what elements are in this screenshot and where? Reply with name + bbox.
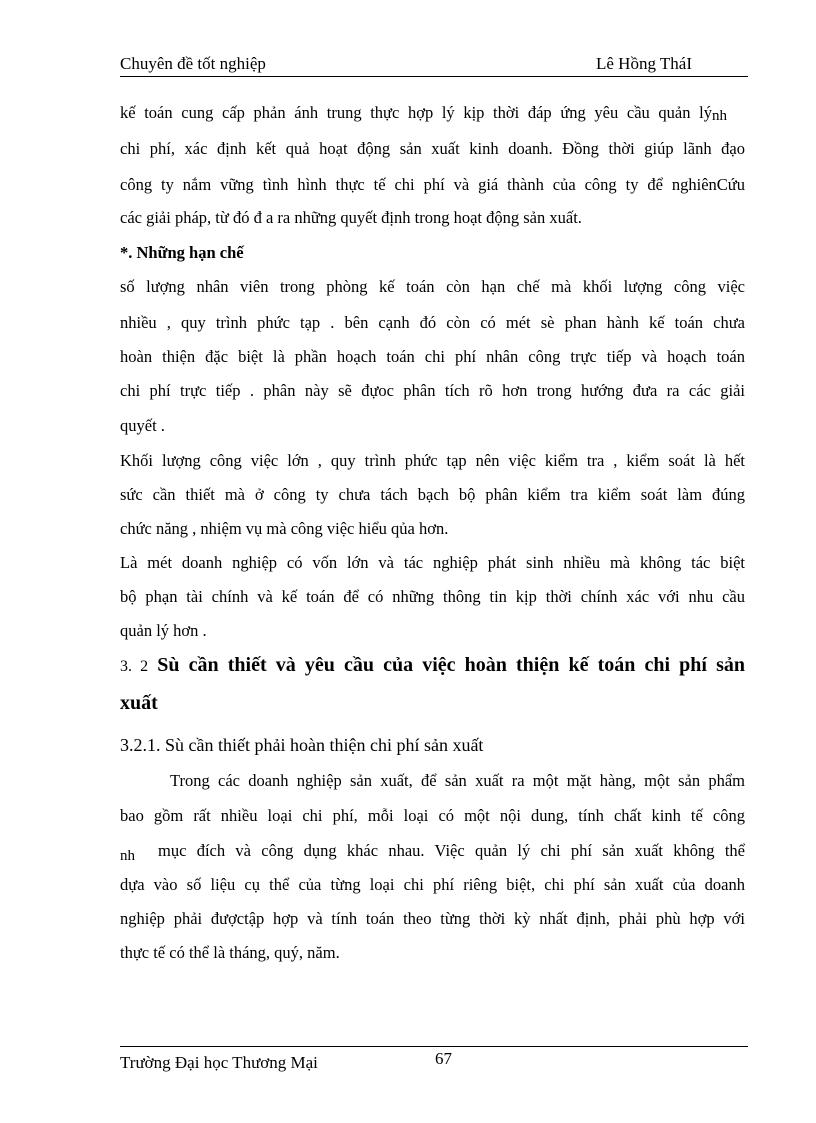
paragraph-line: nghiệp phải đượctập hợp và tính toán theo từng thời kỳ nhất định, phải phù hợp với (120, 909, 745, 928)
paragraph-line: Là mét doanh nghiệp có vốn lớn và tác nghiệp phát sinh nhiều mà không tác biệt (120, 553, 745, 572)
paragraph-line: số lượng nhân viên trong phòng kế toán còn hạn chế mà khối lượng công việc (120, 277, 745, 296)
paragraph-line: chức năng , nhiệm vụ mà công việc hiểu qủa hơn. (120, 519, 449, 538)
paragraph-line: sức cần thiết mà ở công ty chưa tách bạch bộ phân kiểm tra kiểm soát làm đúng (120, 485, 745, 504)
section-heading-3-2-cont: xuất (120, 692, 158, 714)
paragraph-line: chi phí, xác định kết quả hoạt động sản xuất kinh doanh. Đồng thời giúp lãnh đạo (120, 139, 745, 158)
paragraph-line: công ty nắm vững tình hình thực tế chi phí và giá thành của công ty để nghiênCứu (120, 175, 745, 194)
header-author: Lê Hồng TháI (596, 54, 692, 73)
paragraph-line: hoàn thiện đặc biệt là phần hoạch toán chi phí nhân công trực tiếp và hoạch toán (120, 347, 745, 366)
paragraph-line: các giải pháp, từ đó đ a ra những quyết định trong hoạt động sản xuất. (120, 208, 582, 227)
paragraph-line: kế toán cung cấp phản ánh trung thực hợp lý kịp thời đáp ứng yêu cầu quản lý (120, 103, 712, 122)
section-heading-3-2 (120, 654, 745, 678)
stray-text: nh (712, 108, 727, 124)
paragraph-line: Trong các doanh nghiệp sản xuất, để sản xuất ra một mặt hàng, một sản phẩm (170, 771, 745, 790)
page-footer (120, 1046, 748, 1077)
paragraph-line: quản lý hơn . (120, 621, 207, 640)
section-title: Sù cần thiết và yêu cầu của việc hoàn thiện kế toán chi phí sản (157, 654, 745, 676)
paragraph-line: thực tế có thể là tháng, quý, năm. (120, 943, 340, 962)
paragraph-line: bộ phạn tài chính và kế toán để có những thông tin kịp thời chính xác với nhu cầu (120, 587, 745, 606)
page-number: 67 (435, 1049, 452, 1068)
paragraph-line: mục đích và công dụng khác nhau. Việc quản lý chi phí sản xuất không thể (158, 841, 745, 860)
stray-text: nh (120, 848, 135, 864)
page-header (120, 52, 748, 77)
paragraph-line: chi phí trực tiếp . phân này sẽ đựoc phân tích rõ hơn trong hướng đưa ra các giải (120, 381, 745, 400)
subsection-heading-3-2-1: 3.2.1. Sù cần thiết phải hoàn thiện chi phí sản xuất (120, 735, 484, 755)
paragraph-line: quyết . (120, 416, 165, 435)
section-heading-limitations: *. Những hạn chế (120, 243, 244, 262)
paragraph-line: bao gồm rất nhiều loại chi phí, mỗi loại có một nội dung, tính chất kinh tế công (120, 806, 745, 825)
paragraph-line: Khối lượng công việc lớn , quy trình phức tạp nên việc kiểm tra , kiểm soát là hết (120, 451, 745, 470)
footer-school-name: Trường Đại học Thương Mại (120, 1053, 318, 1072)
section-number: 3. 2 (120, 658, 149, 675)
paragraph-line: nhiều , quy trình phức tạp . bên cạnh đó còn có mét sè phan hành kế toán chưa (120, 313, 745, 332)
paragraph-line: dựa vào số liệu cụ thể của từng loại chi phí riêng biệt, chi phí sản xuất của doanh (120, 875, 745, 894)
header-document-title: Chuyên đề tốt nghiệp (120, 54, 266, 73)
